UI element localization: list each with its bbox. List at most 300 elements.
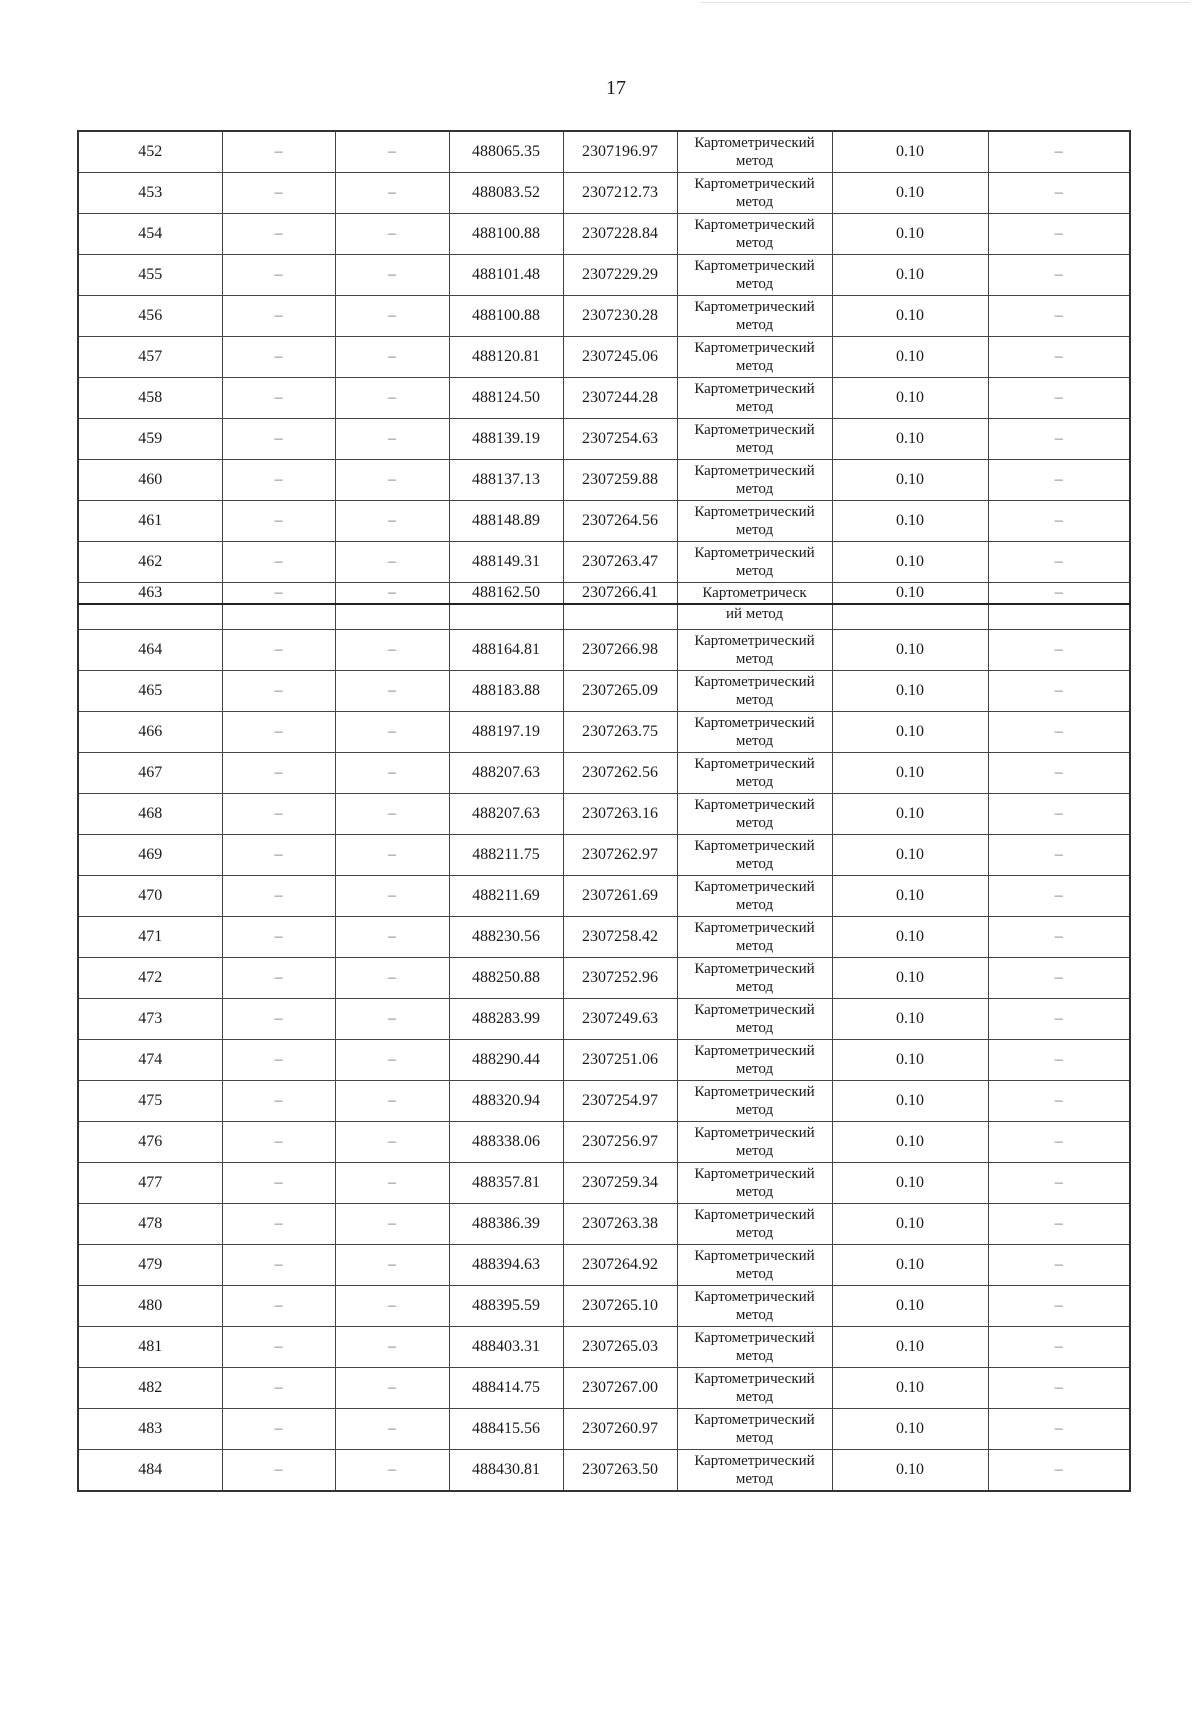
accuracy-cell: 0.10 (832, 214, 988, 255)
method-cell: Картометрический метод (677, 1245, 832, 1286)
empty-cell: – (222, 712, 335, 753)
accuracy-cell: 0.10 (832, 173, 988, 214)
empty-cell: – (335, 337, 449, 378)
coord-y: 2307262.97 (563, 835, 677, 876)
coord-y: 2307249.63 (563, 999, 677, 1040)
accuracy-cell: 0.10 (832, 378, 988, 419)
accuracy-cell: 0.10 (832, 1286, 988, 1327)
table-row (78, 501, 1130, 542)
point-number: 483 (78, 1409, 222, 1450)
empty-cell: – (335, 583, 449, 605)
method-cell: Картометрический метод (677, 214, 832, 255)
scan-edge-line (700, 2, 1190, 3)
accuracy-cell: 0.10 (832, 917, 988, 958)
empty-cell: – (222, 917, 335, 958)
coord-y: 2307228.84 (563, 214, 677, 255)
coord-x: 488414.75 (449, 1368, 563, 1409)
empty-cell: – (335, 876, 449, 917)
method-cell: Картометрический метод (677, 835, 832, 876)
method-cell: Картометрический метод (677, 712, 832, 753)
accuracy-cell: 0.10 (832, 296, 988, 337)
point-number: 467 (78, 753, 222, 794)
coord-x: 488357.81 (449, 1163, 563, 1204)
coord-y: 2307261.69 (563, 876, 677, 917)
table-row (78, 671, 1130, 712)
accuracy-cell: 0.10 (832, 255, 988, 296)
method-cell: Картометрический метод (677, 337, 832, 378)
empty-cell: – (222, 630, 335, 671)
empty-cell: – (988, 214, 1130, 255)
coord-x: 488083.52 (449, 173, 563, 214)
empty-cell: – (222, 1122, 335, 1163)
accuracy-cell: 0.10 (832, 1327, 988, 1368)
method-cell: Картометрический метод (677, 794, 832, 835)
table-row-continuation (78, 604, 1130, 630)
method-cell: Картометрический метод (677, 542, 832, 583)
empty-cell: – (335, 1040, 449, 1081)
empty-cell: – (988, 1040, 1130, 1081)
table-row (78, 214, 1130, 255)
accuracy-cell: 0.10 (832, 131, 988, 173)
empty-cell: – (335, 671, 449, 712)
method-cell: Картометрический метод (677, 1286, 832, 1327)
empty-cell: – (222, 835, 335, 876)
table-row (78, 1327, 1130, 1368)
point-number: 453 (78, 173, 222, 214)
table-row (78, 1081, 1130, 1122)
point-number: 459 (78, 419, 222, 460)
empty-cell: – (222, 255, 335, 296)
empty-cell: – (988, 378, 1130, 419)
coord-y: 2307230.28 (563, 296, 677, 337)
empty-cell: – (988, 337, 1130, 378)
empty-cell: – (222, 583, 335, 605)
empty-cell: – (988, 753, 1130, 794)
point-number: 481 (78, 1327, 222, 1368)
empty-cell: – (335, 958, 449, 999)
method-cell: Картометрический метод (677, 173, 832, 214)
empty-cell: – (222, 460, 335, 501)
empty-cell: – (988, 460, 1130, 501)
point-number: 474 (78, 1040, 222, 1081)
point-number: 452 (78, 131, 222, 173)
coord-x: 488211.75 (449, 835, 563, 876)
table-row (78, 1286, 1130, 1327)
accuracy-cell: 0.10 (832, 712, 988, 753)
coord-x: 488139.19 (449, 419, 563, 460)
coord-x: 488162.50 (449, 583, 563, 605)
point-number: 470 (78, 876, 222, 917)
coord-x: 488211.69 (449, 876, 563, 917)
empty-cell: – (222, 173, 335, 214)
accuracy-cell: 0.10 (832, 419, 988, 460)
empty-cell: – (988, 712, 1130, 753)
coord-y: 2307263.75 (563, 712, 677, 753)
accuracy-cell: 0.10 (832, 876, 988, 917)
empty-cell: – (222, 999, 335, 1040)
coord-y: 2307196.97 (563, 131, 677, 173)
coord-x: 488415.56 (449, 1409, 563, 1450)
method-cell: Картометрический метод (677, 1204, 832, 1245)
point-number: 456 (78, 296, 222, 337)
method-cell: Картометрический метод (677, 296, 832, 337)
table-row (78, 712, 1130, 753)
method-cell: Картометрический метод (677, 1409, 832, 1450)
method-cell: Картометрический метод (677, 1163, 832, 1204)
coord-x: 488149.31 (449, 542, 563, 583)
empty-cell: – (988, 1409, 1130, 1450)
empty-cell: – (335, 999, 449, 1040)
empty-cell: – (222, 1081, 335, 1122)
coord-x: 488065.35 (449, 131, 563, 173)
empty-cell: – (222, 1040, 335, 1081)
method-cell: Картометрическ (677, 583, 832, 605)
table-row (78, 583, 1130, 605)
empty-cell: – (988, 583, 1130, 605)
accuracy-cell: 0.10 (832, 753, 988, 794)
coord-y: 2307244.28 (563, 378, 677, 419)
coord-y: 2307229.29 (563, 255, 677, 296)
coord-y: 2307265.10 (563, 1286, 677, 1327)
method-cell: Картометрический метод (677, 917, 832, 958)
coord-x: 488386.39 (449, 1204, 563, 1245)
coord-y: 2307245.06 (563, 337, 677, 378)
coord-x: 488137.13 (449, 460, 563, 501)
empty-cell: – (988, 1163, 1130, 1204)
empty-cell: – (988, 1450, 1130, 1492)
empty-cell: – (988, 1245, 1130, 1286)
coord-y: 2307259.34 (563, 1163, 677, 1204)
coord-x: 488183.88 (449, 671, 563, 712)
empty-cell: – (335, 1081, 449, 1122)
empty-cell: – (222, 131, 335, 173)
method-cell: Картометрический метод (677, 378, 832, 419)
table-row (78, 1450, 1130, 1492)
coord-x: 488395.59 (449, 1286, 563, 1327)
empty-cell: – (335, 794, 449, 835)
table-row (78, 958, 1130, 999)
point-number: 463 (78, 583, 222, 605)
empty-cell: – (222, 378, 335, 419)
coord-x: 488403.31 (449, 1327, 563, 1368)
empty-cell: – (335, 1327, 449, 1368)
accuracy-cell: 0.10 (832, 958, 988, 999)
coord-y: 2307260.97 (563, 1409, 677, 1450)
point-number: 477 (78, 1163, 222, 1204)
coord-x: 488207.63 (449, 794, 563, 835)
coord-x: 488250.88 (449, 958, 563, 999)
empty-cell: – (988, 794, 1130, 835)
empty-cell: – (222, 1368, 335, 1409)
coord-y: 2307258.42 (563, 917, 677, 958)
empty-cell: – (988, 630, 1130, 671)
empty-cell: – (335, 378, 449, 419)
coord-x: 488430.81 (449, 1450, 563, 1492)
empty-cell: – (335, 542, 449, 583)
coord-x: 488197.19 (449, 712, 563, 753)
method-cell: Картометрический метод (677, 1081, 832, 1122)
table-row (78, 1409, 1130, 1450)
accuracy-cell: 0.10 (832, 1245, 988, 1286)
coord-y: 2307263.47 (563, 542, 677, 583)
method-cell: Картометрический метод (677, 1040, 832, 1081)
empty-cell: – (988, 876, 1130, 917)
point-number: 476 (78, 1122, 222, 1163)
coord-y: 2307263.16 (563, 794, 677, 835)
point-number: 480 (78, 1286, 222, 1327)
coord-x: 488164.81 (449, 630, 563, 671)
empty-cell: – (988, 835, 1130, 876)
empty-cell: – (222, 542, 335, 583)
empty-cell: – (335, 296, 449, 337)
table-row (78, 542, 1130, 583)
point-number: 469 (78, 835, 222, 876)
point-number: 462 (78, 542, 222, 583)
empty-cell: – (335, 835, 449, 876)
empty-cell: – (335, 1368, 449, 1409)
empty-cell: – (222, 671, 335, 712)
empty-cell: – (988, 958, 1130, 999)
table-row (78, 1245, 1130, 1286)
page-number: 17 (606, 77, 626, 99)
method-cell: Картометрический метод (677, 876, 832, 917)
coord-x: 488101.48 (449, 255, 563, 296)
empty-cell: – (222, 501, 335, 542)
coord-y: 2307264.92 (563, 1245, 677, 1286)
empty-cell: – (988, 999, 1130, 1040)
empty-cell: – (988, 501, 1130, 542)
point-number: 458 (78, 378, 222, 419)
empty-cell: – (222, 794, 335, 835)
coord-y: 2307256.97 (563, 1122, 677, 1163)
empty-cell: – (222, 337, 335, 378)
empty-cell: – (988, 671, 1130, 712)
accuracy-cell: 0.10 (832, 1081, 988, 1122)
coord-y: 2307265.09 (563, 671, 677, 712)
point-number: 478 (78, 1204, 222, 1245)
point-number: 461 (78, 501, 222, 542)
table-row (78, 1040, 1130, 1081)
method-cell: Картометрический метод (677, 255, 832, 296)
empty-cell: – (335, 214, 449, 255)
coord-y: 2307259.88 (563, 460, 677, 501)
method-cell: Картометрический метод (677, 753, 832, 794)
table-row (78, 630, 1130, 671)
empty-cell: – (335, 1245, 449, 1286)
empty-cell: – (335, 1122, 449, 1163)
table-row (78, 1122, 1130, 1163)
method-cell: Картометрический метод (677, 999, 832, 1040)
empty-cell: – (222, 1327, 335, 1368)
method-cell: Картометрический метод (677, 419, 832, 460)
coord-x: 488100.88 (449, 296, 563, 337)
empty-cell: – (988, 255, 1130, 296)
coord-y: 2307263.38 (563, 1204, 677, 1245)
empty-cell: – (335, 712, 449, 753)
empty-cell: – (335, 630, 449, 671)
point-number: 472 (78, 958, 222, 999)
coord-x: 488283.99 (449, 999, 563, 1040)
empty-cell: – (222, 1163, 335, 1204)
empty-cell: – (988, 1081, 1130, 1122)
point-number: 460 (78, 460, 222, 501)
coord-x: 488230.56 (449, 917, 563, 958)
accuracy-cell: 0.10 (832, 501, 988, 542)
table-row (78, 419, 1130, 460)
empty-cell: – (222, 1409, 335, 1450)
point-number: 475 (78, 1081, 222, 1122)
empty-cell: – (335, 501, 449, 542)
empty-cell: – (988, 296, 1130, 337)
coord-x: 488100.88 (449, 214, 563, 255)
point-number: 482 (78, 1368, 222, 1409)
table-row (78, 999, 1130, 1040)
accuracy-cell: 0.10 (832, 460, 988, 501)
accuracy-cell: 0.10 (832, 1409, 988, 1450)
coord-y: 2307265.03 (563, 1327, 677, 1368)
coord-x: 488290.44 (449, 1040, 563, 1081)
coord-x: 488148.89 (449, 501, 563, 542)
table-row (78, 296, 1130, 337)
empty-cell: – (335, 753, 449, 794)
empty-cell: – (335, 460, 449, 501)
method-cell: Картометрический метод (677, 1450, 832, 1492)
table-row (78, 255, 1130, 296)
coord-x: 488124.50 (449, 378, 563, 419)
point-number: 471 (78, 917, 222, 958)
accuracy-cell: 0.10 (832, 583, 988, 605)
coord-y: 2307254.97 (563, 1081, 677, 1122)
empty-cell: – (222, 958, 335, 999)
empty-cell: – (335, 1450, 449, 1492)
method-cell: Картометрический метод (677, 131, 832, 173)
table-row (78, 794, 1130, 835)
empty-cell: – (335, 131, 449, 173)
accuracy-cell: 0.10 (832, 835, 988, 876)
coord-y: 2307251.06 (563, 1040, 677, 1081)
empty-cell: – (222, 214, 335, 255)
table-row (78, 337, 1130, 378)
empty-cell: – (988, 173, 1130, 214)
table-row (78, 460, 1130, 501)
point-number: 479 (78, 1245, 222, 1286)
method-cell-continuation: ий метод (677, 604, 832, 630)
empty-cell: – (335, 1204, 449, 1245)
point-number: 464 (78, 630, 222, 671)
table-row (78, 1368, 1130, 1409)
point-number: 457 (78, 337, 222, 378)
empty-cell: – (335, 1409, 449, 1450)
point-number: 454 (78, 214, 222, 255)
table-row (78, 173, 1130, 214)
table-body-lower (78, 630, 1130, 1492)
empty-cell: – (988, 1286, 1130, 1327)
accuracy-cell: 0.10 (832, 542, 988, 583)
empty-cell: – (988, 917, 1130, 958)
coord-y: 2307263.50 (563, 1450, 677, 1492)
coord-x: 488320.94 (449, 1081, 563, 1122)
accuracy-cell: 0.10 (832, 1204, 988, 1245)
table-row (78, 131, 1130, 173)
empty-cell: – (335, 1286, 449, 1327)
table-body-upper (78, 131, 1130, 583)
coord-y: 2307254.63 (563, 419, 677, 460)
method-cell: Картометрический метод (677, 630, 832, 671)
coord-y: 2307267.00 (563, 1368, 677, 1409)
accuracy-cell: 0.10 (832, 794, 988, 835)
coord-y: 2307264.56 (563, 501, 677, 542)
coord-x: 488338.06 (449, 1122, 563, 1163)
coord-x: 488207.63 (449, 753, 563, 794)
coord-y: 2307252.96 (563, 958, 677, 999)
accuracy-cell: 0.10 (832, 337, 988, 378)
method-cell: Картометрический метод (677, 1122, 832, 1163)
empty-cell: – (222, 1204, 335, 1245)
empty-cell: – (988, 1204, 1130, 1245)
coord-y: 2307262.56 (563, 753, 677, 794)
method-cell: Картометрический метод (677, 460, 832, 501)
accuracy-cell: 0.10 (832, 1450, 988, 1492)
empty-cell: – (335, 1163, 449, 1204)
method-cell: Картометрический метод (677, 501, 832, 542)
empty-cell: – (222, 1286, 335, 1327)
table-row (78, 835, 1130, 876)
method-cell: Картометрический метод (677, 671, 832, 712)
empty-cell: – (222, 753, 335, 794)
empty-cell: – (988, 1122, 1130, 1163)
method-cell: Картометрический метод (677, 958, 832, 999)
point-number: 468 (78, 794, 222, 835)
table-row (78, 753, 1130, 794)
empty-cell: – (222, 1450, 335, 1492)
accuracy-cell: 0.10 (832, 671, 988, 712)
empty-cell: – (222, 1245, 335, 1286)
point-number: 466 (78, 712, 222, 753)
point-number: 465 (78, 671, 222, 712)
table-row (78, 917, 1130, 958)
table-body-split-row (78, 583, 1130, 630)
accuracy-cell: 0.10 (832, 630, 988, 671)
coord-y: 2307266.41 (563, 583, 677, 605)
point-number: 484 (78, 1450, 222, 1492)
empty-cell: – (335, 917, 449, 958)
empty-cell: – (222, 296, 335, 337)
coord-x: 488394.63 (449, 1245, 563, 1286)
table-row (78, 1163, 1130, 1204)
point-number: 455 (78, 255, 222, 296)
accuracy-cell: 0.10 (832, 1122, 988, 1163)
method-cell: Картометрический метод (677, 1327, 832, 1368)
accuracy-cell: 0.10 (832, 1163, 988, 1204)
empty-cell: – (222, 876, 335, 917)
coord-y: 2307212.73 (563, 173, 677, 214)
empty-cell: – (335, 419, 449, 460)
table-row (78, 1204, 1130, 1245)
empty-cell: – (988, 1368, 1130, 1409)
empty-cell: – (988, 419, 1130, 460)
point-number: 473 (78, 999, 222, 1040)
empty-cell: – (988, 542, 1130, 583)
empty-cell: – (988, 1327, 1130, 1368)
coord-y: 2307266.98 (563, 630, 677, 671)
empty-cell: – (335, 255, 449, 296)
accuracy-cell: 0.10 (832, 999, 988, 1040)
empty-cell: – (988, 131, 1130, 173)
coord-x: 488120.81 (449, 337, 563, 378)
coordinates-table (77, 130, 1131, 1492)
empty-cell: – (335, 173, 449, 214)
accuracy-cell: 0.10 (832, 1368, 988, 1409)
